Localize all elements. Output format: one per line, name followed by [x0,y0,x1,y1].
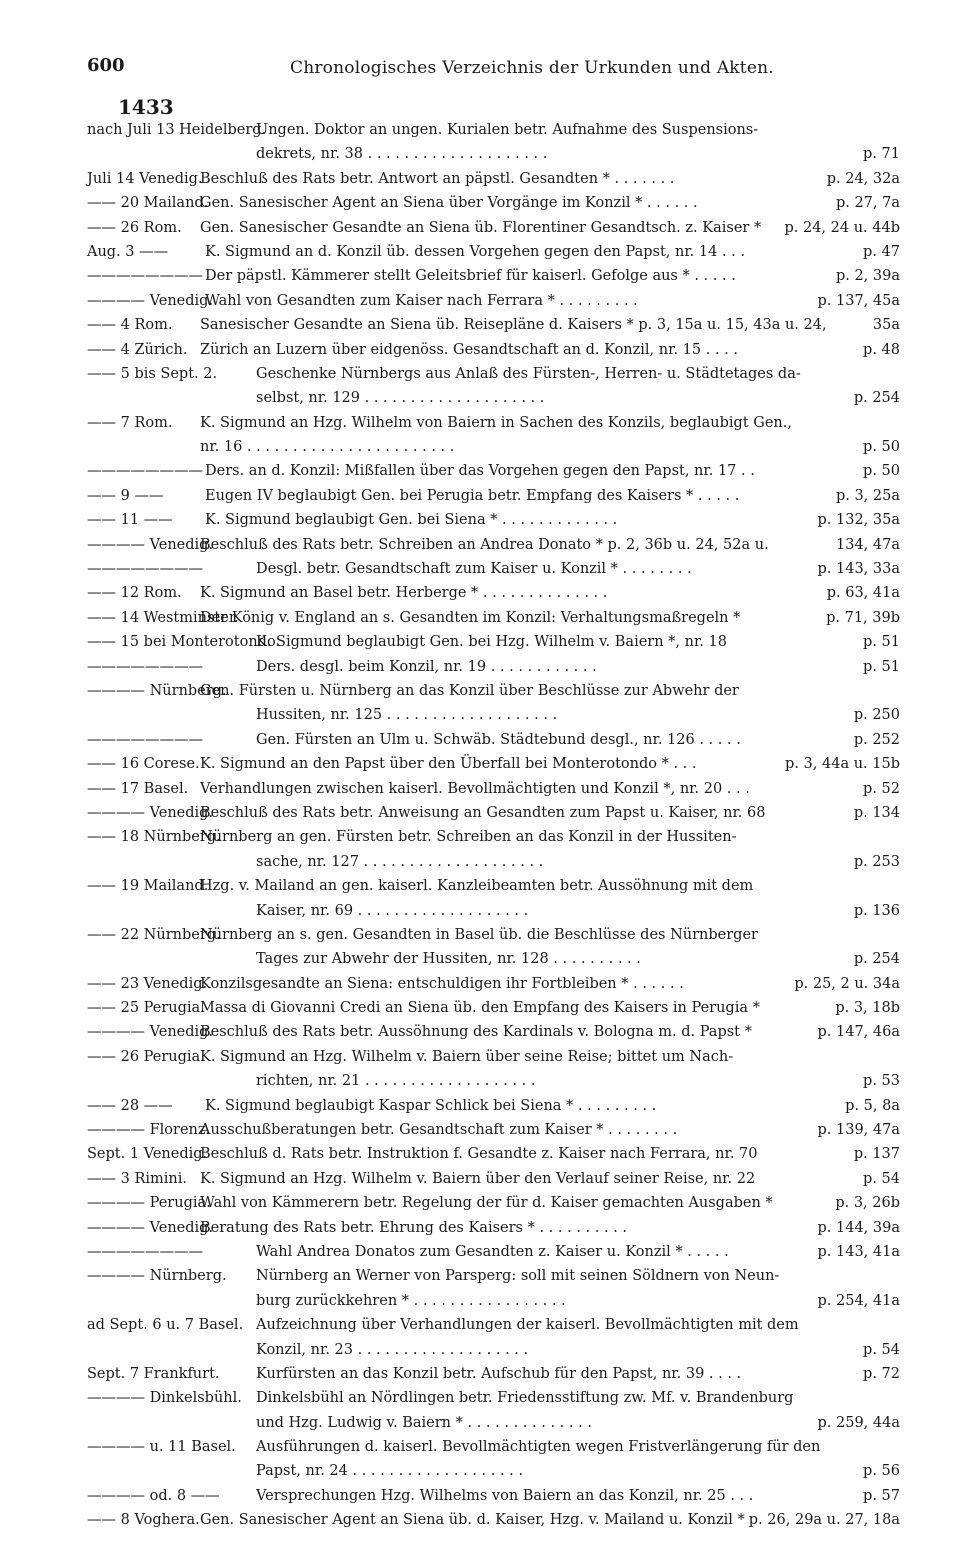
entry-page-ref: p. 254, 41a [817,1292,900,1309]
entry-text: Tages zur Abwehr der Hussiten, nr. 128 . . . . . . . . . . [256,951,641,968]
entry-text: Dinkelsbühl an Nördlingen betr. Friedensstiftung zw. Mf. v. Brandenburg [256,1390,794,1407]
entry-row [0,216,960,240]
entry-row [0,1216,960,1240]
entry-row [0,1069,960,1093]
entry-page-ref: p. 51 [863,634,900,651]
entry-date: ———————— [87,731,203,748]
entry-text: Kaiser, nr. 69 . . . . . . . . . . . . . . . . . . . [256,902,529,919]
entry-text: Ausführungen d. kaiserl. Bevollmächtigten wegen Fristverlängerung für den [256,1439,821,1456]
entry-date: —— 14 Westminster. [87,609,239,626]
entry-page-ref: p. 48 [863,341,900,358]
entry-row [0,1435,960,1459]
entry-text: K. Sigmund an d. Konzil üb. dessen Vorgehen gegen den Papst, nr. 14 . . . [205,243,745,260]
entry-row [0,996,960,1020]
entry-text: Massa di Giovanni Credi an Siena üb. den Empfang des Kaisers in Perugia * [200,1000,760,1017]
entry-row [0,777,960,801]
entry-row [0,679,960,703]
entry-page-ref: p. 143, 41a [817,1243,900,1260]
entry-row [0,630,960,654]
entry-date: ———— Venedig. [87,536,214,553]
entry-row [0,1313,960,1337]
entry-row [0,655,960,679]
entry-row [0,1118,960,1142]
entry-text: Nürnberg an s. gen. Gesandten in Basel üb. die Beschlüsse des Nürnberger [200,926,758,943]
entry-row [0,411,960,435]
entry-row [0,240,960,264]
entry-row [0,1508,960,1532]
entry-date: —— 28 —— [87,1097,173,1114]
entry-row [0,606,960,630]
entry-row [0,508,960,532]
entry-row [0,874,960,898]
entry-text: Beschluß des Rats betr. Antwort an päpstl. Gesandten * . . . . . . . [200,170,675,187]
entry-page-ref: p. 3, 25a [835,487,900,504]
entry-date: ———————— [87,1243,203,1260]
entry-page-ref: p. 137 [853,1146,900,1163]
entry-row [0,1045,960,1069]
entry-row [0,1264,960,1288]
entry-date: —— 7 Rom. [87,414,173,431]
running-title: Chronologisches Verzeichnis der Urkunden und Akten. [290,58,774,78]
entry-row [0,1484,960,1508]
entry-text: K. Sigmund beglaubigt Kaspar Schlick bei Siena * . . . . . . . . . [205,1097,657,1114]
entry-page-ref: p. 72 [863,1365,900,1382]
entry-text: Nürnberg an gen. Fürsten betr. Schreiben an das Konzil in der Hussiten- [200,829,737,846]
entry-row [0,972,960,996]
entry-date: —— 12 Rom. [87,585,182,602]
entry-text: selbst, nr. 129 . . . . . . . . . . . . . . . . . . . . [256,390,545,407]
entry-page-ref: p. 139, 47a [817,1122,900,1139]
entry-row [0,533,960,557]
entry-text: Wahl von Kämmerern betr. Regelung der für d. Kaiser gemachten Ausgaben * [200,1195,773,1212]
entry-date: —— 26 Perugia. [87,1048,205,1065]
entry-row [0,1289,960,1313]
entry-date: —— 19 Mailand. [87,878,209,895]
entry-text: Gen. Fürsten u. Nürnberg an das Konzil über Beschlüsse zur Abwehr der [200,682,739,699]
entry-row [0,1167,960,1191]
entry-page-ref: p. 57 [863,1487,900,1504]
entry-text: richten, nr. 21 . . . . . . . . . . . . . . . . . . . [256,1073,536,1090]
entry-page-ref: p. 53 [863,1073,900,1090]
entry-page-ref: p. 24, 32a [826,170,900,187]
entry-date: ———————— [87,561,203,578]
entry-text: Gen. Sanesischer Agent an Siena über Vorgänge im Konzil * . . . . . . [200,195,698,212]
entry-page-ref: p. 26, 29a u. 27, 18a [748,1512,900,1529]
entry-date: ———————— [87,463,203,480]
entry-text: Gen. Sanesischer Gesandte an Siena üb. Florentiner Gesandtsch. z. Kaiser * [200,219,762,236]
entry-row [0,1240,960,1264]
entry-page-ref: p. 136 [853,902,900,919]
entry-date: —— 20 Mailand. [87,195,209,212]
entry-date: ———— Venedig. [87,1024,214,1041]
entry-row [0,1386,960,1410]
entry-text: Ausschußberatungen betr. Gesandtschaft zum Kaiser * . . . . . . . . [200,1122,678,1139]
entry-date: —— 11 —— [87,512,173,529]
entry-text: Ungen. Doktor an ungen. Kurialen betr. Aufnahme des Suspensions- [256,122,759,138]
entry-row [0,386,960,410]
entry-row [0,435,960,459]
entry-row [0,118,960,142]
entry-row [0,825,960,849]
entry-date: nach Juli 13 Heidelberg. [87,122,267,138]
entry-row [0,1094,960,1118]
entry-text: Beratung des Rats betr. Ehrung des Kaisers * . . . . . . . . . . [200,1219,628,1236]
entry-text: Versprechungen Hzg. Wilhelms von Baiern an das Konzil, nr. 25 . . . [256,1487,754,1504]
entry-date: —— 22 Nürnberg. [87,926,221,943]
entry-row [0,1338,960,1362]
entry-text: Papst, nr. 24 . . . . . . . . . . . . . . . . . . . [256,1463,524,1480]
entry-date: —— 25 Perugia. [87,1000,205,1017]
entry-page-ref: 134, 47a [836,536,900,553]
entry-text: Ders. an d. Konzil: Mißfallen über das Vorgehen gegen den Papst, nr. 17 . . [205,463,755,480]
entry-text: Konzilsgesandte an Siena: entschuldigen ihr Fortbleiben * . . . . . . [200,975,684,992]
entry-row [0,142,960,166]
entry-date: —— 23 Venedig. [87,975,208,992]
entry-page-ref: p. 3, 18b [835,1000,900,1017]
entry-date: ad Sept. 6 u. 7 Basel. [87,1317,244,1334]
entry-list [0,118,960,1533]
entry-page-ref: p. 54 [863,1341,900,1358]
entry-text: Hussiten, nr. 125 . . . . . . . . . . . . . . . . . . . [256,707,558,724]
entry-date: ———— Perugia. [87,1195,211,1212]
entry-text: Geschenke Nürnbergs aus Anlaß des Fürsten-, Herren- u. Städtetages da- [256,365,801,382]
entry-date: —— 17 Basel. [87,780,189,797]
entry-date: —— 18 Nürnberg. [87,829,221,846]
entry-page-ref: p. 52 [863,780,900,797]
entry-date: ———————— [87,268,203,285]
entry-text: nr. 16 . . . . . . . . . . . . . . . . . . . . . . . [200,439,455,456]
entry-page-ref: p. 134 [853,804,900,821]
entry-date: ———— Nürnberg. [87,1268,227,1285]
entry-text: Beschluß d. Rats betr. Instruktion f. Gesandte z. Kaiser nach Ferrara, nr. 70 [200,1146,758,1163]
entry-date: ———— Dinkelsbühl. [87,1390,242,1407]
entry-text: K. Sigmund an Hzg. Wilhelm v. Baiern über seine Reise; bittet um Nach- [200,1048,734,1065]
entry-row [0,1020,960,1044]
entry-page-ref: p. 3, 26b [835,1195,900,1212]
entry-page-ref: p. 259, 44a [817,1414,900,1431]
entry-row [0,850,960,874]
entry-row [0,801,960,825]
entry-date: —— 16 Corese. [87,756,200,773]
entry-page-ref: p. 144, 39a [817,1219,900,1236]
entry-row [0,289,960,313]
entry-row [0,1459,960,1483]
entry-text: Beschluß des Rats betr. Anweisung an Gesandten zum Papst u. Kaiser, nr. 68 [200,804,766,821]
entry-date: ———— Florenz. [87,1122,211,1139]
entry-row [0,947,960,971]
entry-date: Aug. 3 —— [87,243,169,260]
entry-page-ref: p. 132, 35a [817,512,900,529]
entry-row [0,1191,960,1215]
entry-date: ———— Venedig. [87,292,214,309]
entry-text: Der König v. England an s. Gesandten im Konzil: Verhaltungsmaßregeln * [200,609,741,626]
page-number: 600 [87,55,125,76]
entry-text: Verhandlungen zwischen kaiserl. Bevollmächtigten und Konzil *, nr. 20 . . . [200,780,750,797]
entry-text: Nürnberg an Werner von Parsperg: soll mit seinen Söldnern von Neun- [256,1268,780,1285]
entry-row [0,703,960,727]
entry-row [0,1142,960,1166]
entry-date: Juli 14 Venedig. [87,170,203,187]
entry-text: Beschluß des Rats betr. Schreiben an Andrea Donato * p. 2, 36b u. 24, 52a u. [200,536,769,553]
entry-page-ref: p. 253 [853,853,900,870]
entry-row [0,191,960,215]
entry-page-ref: p. 56 [863,1463,900,1480]
entry-text: Der päpstl. Kämmerer stellt Geleitsbrief für kaiserl. Gefolge aus * . . . . . [205,268,736,285]
entry-page-ref: p. 252 [853,731,900,748]
entry-date: —— 9 —— [87,487,164,504]
entry-page-ref: p. 25, 2 u. 34a [794,975,900,992]
entry-text: K. Sigmund beglaubigt Gen. bei Hzg. Wilhelm v. Baiern *, nr. 18 [256,634,727,651]
entry-date: ———— Nürnberg. [87,682,227,699]
year-heading: 1433 [118,95,174,119]
entry-text: Sanesischer Gesandte an Siena üb. Reisepläne d. Kaisers * p. 3, 15a u. 15, 43a u. 24, [200,317,827,334]
entry-text: K. Sigmund beglaubigt Gen. bei Siena * . . . . . . . . . . . . . [205,512,618,529]
entry-date: —— 4 Zürich. [87,341,188,358]
entry-row [0,484,960,508]
entry-page-ref: p. 50 [863,439,900,456]
entry-text: Gen. Sanesischer Agent an Siena üb. d. Kaiser, Hzg. v. Mailand u. Konzil * [200,1512,745,1529]
entry-page-ref: p. 50 [863,463,900,480]
entry-text: Beschluß des Rats betr. Aussöhnung des Kardinals v. Bologna m. d. Papst * [200,1024,752,1041]
entry-row [0,923,960,947]
entry-date: —— 5 bis Sept. 2. [87,365,218,382]
entry-page-ref: p. 51 [863,658,900,675]
entry-text: und Hzg. Ludwig v. Baiern * . . . . . . . . . . . . . . [256,1414,592,1431]
entry-row [0,557,960,581]
entry-text: Wahl Andrea Donatos zum Gesandten z. Kaiser u. Konzil * . . . . . [256,1243,729,1260]
entry-page-ref: p. 24, 24 u. 44b [784,219,900,236]
entry-text: Ders. desgl. beim Konzil, nr. 19 . . . . . . . . . . . . [256,658,597,675]
entry-page-ref: p. 54 [863,1170,900,1187]
entry-text: Gen. Fürsten an Ulm u. Schwäb. Städtebund desgl., nr. 126 . . . . . [256,731,741,748]
entry-page-ref: p. 71, 39b [826,609,900,626]
entry-row [0,313,960,337]
entry-date: ———— od. 8 —— [87,1487,220,1504]
entry-text: Kurfürsten an das Konzil betr. Aufschub für den Papst, nr. 39 . . . . [256,1365,742,1382]
entry-page-ref: p. 137, 45a [817,292,900,309]
entry-date: —— 8 Voghera. [87,1512,200,1529]
entry-page-ref: p. 63, 41a [826,585,900,602]
entry-page-ref: p. 3, 44a u. 15b [785,756,900,773]
entry-text: K. Sigmund an Hzg. Wilhelm v. Baiern über den Verlauf seiner Reise, nr. 22 [200,1170,756,1187]
entry-date: —— 3 Rimini. [87,1170,187,1187]
entry-page-ref: p. 5, 8a [845,1097,900,1114]
entry-page-ref: p. 143, 33a [817,561,900,578]
entry-date: ———————— [87,658,203,675]
entry-text: K. Sigmund an den Papst über den Überfall bei Monterotondo * . . . [200,756,697,773]
entry-text: Hzg. v. Mailand an gen. kaiserl. Kanzleibeamten betr. Aussöhnung mit dem [200,878,754,895]
entry-page-ref: p. 71 [863,146,900,163]
entry-date: —— 26 Rom. [87,219,182,236]
entry-text: Zürich an Luzern über eidgenöss. Gesandtschaft an d. Konzil, nr. 15 . . . . [200,341,738,358]
entry-page-ref: p. 254 [853,390,900,407]
entry-date: Sept. 1 Venedig. [87,1146,208,1163]
entry-row [0,1362,960,1386]
entry-page-ref: p. 250 [853,707,900,724]
entry-page-ref: p. 2, 39a [835,268,900,285]
entry-date: ———— u. 11 Basel. [87,1439,236,1456]
entry-text: Desgl. betr. Gesandtschaft zum Kaiser u. Konzil * . . . . . . . . [256,561,692,578]
entry-text: K. Sigmund an Basel betr. Herberge * . . . . . . . . . . . . . . [200,585,608,602]
entry-row [0,362,960,386]
entry-text: Aufzeichnung über Verhandlungen der kaiserl. Bevollmächtigten mit dem [256,1317,799,1334]
entry-text: sache, nr. 127 . . . . . . . . . . . . . . . . . . . . [256,853,544,870]
entry-row [0,338,960,362]
entry-text: Eugen IV beglaubigt Gen. bei Perugia betr. Empfang des Kaisers * . . . . . [205,487,740,504]
entry-date: ———— Venedig. [87,804,214,821]
entry-row [0,581,960,605]
entry-date: Sept. 7 Frankfurt. [87,1365,220,1382]
entry-text: burg zurückkehren * . . . . . . . . . . . . . . . . . [256,1292,566,1309]
entry-text: Wahl von Gesandten zum Kaiser nach Ferrara * . . . . . . . . . [205,292,638,309]
entry-row [0,899,960,923]
entry-text: dekrets, nr. 38 . . . . . . . . . . . . . . . . . . . . [256,146,548,163]
entry-page-ref: p. 27, 7a [835,195,900,212]
entry-row [0,752,960,776]
entry-page-ref: p. 254 [853,951,900,968]
entry-date: ———— Venedig. [87,1219,214,1236]
entry-row [0,459,960,483]
entry-page-ref: p. 47 [863,243,900,260]
entry-page-ref: p. 147, 46a [817,1024,900,1041]
entry-page-ref: 35a [872,317,900,334]
entry-row [0,728,960,752]
entry-text: Konzil, nr. 23 . . . . . . . . . . . . . . . . . . . [256,1341,529,1358]
entry-date: —— 15 bei Monterotondo. [87,634,281,651]
entry-row [0,1411,960,1435]
entry-date: —— 4 Rom. [87,317,173,334]
entry-row [0,167,960,191]
entry-row [0,264,960,288]
entry-text: K. Sigmund an Hzg. Wilhelm von Baiern in Sachen des Konzils, beglaubigt Gen., [200,414,792,431]
